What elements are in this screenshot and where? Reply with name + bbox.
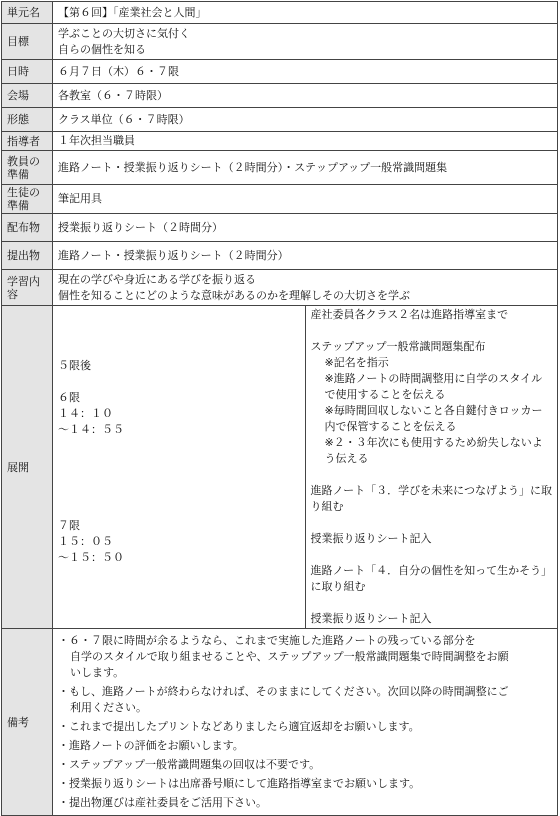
row-value-line: 授業振り返りシート（２時間分） <box>58 220 223 234</box>
tenkai-label: 展開 <box>2 306 53 629</box>
note-item-continued: 利用ください。 <box>70 701 147 714</box>
tenkai-schedule <box>53 306 306 629</box>
row-label: 教員の準備 <box>2 151 53 185</box>
step-3: 進路ノート「３．学びを未来につなげよう」に取り組む <box>310 484 552 513</box>
note-item: ・進路ノートの評価をお願いします。 <box>58 739 244 752</box>
step-2: ステップアップ一般常識問題集配布 <box>310 340 486 353</box>
row-value <box>53 270 558 306</box>
row-label: 学習内容 <box>2 270 53 306</box>
biko-label: 備考 <box>2 629 53 816</box>
row-value <box>53 132 558 151</box>
row-value <box>53 185 558 214</box>
info-row <box>2 242 558 270</box>
biko-notes <box>53 629 558 816</box>
info-row <box>2 84 558 108</box>
row-value-line: 自らの個性を知る <box>58 43 146 56</box>
row-label: 形態 <box>2 108 53 132</box>
biko-row <box>2 629 558 816</box>
schedule-before: ５限後 <box>58 359 91 372</box>
info-row <box>2 60 558 84</box>
row-value <box>53 214 558 242</box>
note-item: ・もし、進路ノートが終わらなければ、そのままにしてください。次回以降の時間調整にご <box>58 685 509 698</box>
row-value <box>53 151 558 185</box>
schedule-p7-start: １５：０５ <box>58 535 113 548</box>
row-value <box>53 242 558 270</box>
info-row <box>2 2 558 24</box>
schedule-p6-start: １４：１０ <box>58 407 113 420</box>
info-row <box>2 214 558 242</box>
row-value-line: 学ぶことの大切さに気付く <box>58 27 190 40</box>
row-value-line: １年次担当職員 <box>58 134 135 147</box>
schedule-p7-end: ～１５：５０ <box>58 551 124 564</box>
info-row <box>2 132 558 151</box>
row-value-line: ６月７日（木）６・７限 <box>58 64 179 78</box>
step-6: 授業振り返りシート記入 <box>310 612 432 625</box>
step-2-note: ※２・３年次にも使用するため紛失しないよう伝える <box>324 436 543 465</box>
row-label: 指導者 <box>2 132 53 151</box>
row-value-line: 進路ノート・授業振り返りシート（２時間分） <box>58 248 289 262</box>
step-2-note: ※進路ノートの時間調整用に自学のスタイルで使用することを伝える <box>324 372 543 401</box>
info-row <box>2 108 558 132</box>
row-value-line: 個性を知ることにどのような意味があるのかを理解しその大切さを学ぶ <box>58 289 410 302</box>
row-value <box>53 24 558 60</box>
note-item-continued: 自学のスタイルで取り組ませることや、ステップアップ一般常識問題集で時間調整をお願 <box>70 650 509 663</box>
row-value-line: 進路ノート・授業振り返りシート（２時間分）・ステップアップ一般常識問題集 <box>58 160 448 174</box>
row-value <box>53 84 558 108</box>
step-1: 産社委員各クラス２名は進路指導室まで <box>310 308 509 321</box>
schedule-p7: ７限 <box>58 519 80 532</box>
row-label: 目標 <box>2 24 53 60</box>
info-row <box>2 185 558 214</box>
row-value-line: クラス単位（６・７時限） <box>58 112 190 126</box>
row-value-line: 筆記用具 <box>58 192 102 205</box>
note-item: ・ステップアップ一般常識問題集の回収は不要です。 <box>58 758 321 771</box>
step-5: 進路ノート「４．自分の個性を知って生かそう」に取り組む <box>310 564 547 593</box>
row-value-line: 【第６回】「産業社会と人間」 <box>58 5 207 19</box>
row-label: 配布物 <box>2 214 53 242</box>
row-value <box>53 108 558 132</box>
step-2-note: ※毎時間回収しないこと各自鍵付きロッカー内で保管することを伝える <box>324 404 543 433</box>
row-value <box>53 60 558 84</box>
note-item: ・６・７限に時間が余るようなら、これまで実施した進路ノートの残っている部分を <box>58 634 476 647</box>
row-value <box>53 2 558 24</box>
row-label: 日時 <box>2 60 53 84</box>
row-label: 生徒の準備 <box>2 185 53 214</box>
row-value-line: 現在の学びや身近にある学びを振り返る <box>58 273 256 286</box>
note-item: ・授業振り返りシートは出席番号順にして進路指導室までお願いします。 <box>58 777 421 790</box>
tenkai-row <box>2 306 558 629</box>
info-row <box>2 270 558 306</box>
row-label: 会場 <box>2 84 53 108</box>
row-value-line: 各教室（６・７時限） <box>58 88 168 102</box>
row-label: 単元名 <box>2 2 53 24</box>
schedule-p6: ６限 <box>58 391 80 404</box>
info-row <box>2 24 558 60</box>
lesson-plan-table <box>1 1 558 816</box>
note-item-continued: いします。 <box>70 666 125 679</box>
step-4: 授業振り返りシート記入 <box>310 532 432 545</box>
note-item: ・これまで提出したプリントなどありましたら適宜返却をお願いします。 <box>58 720 420 733</box>
info-row <box>2 151 558 185</box>
note-item: ・提出物運びは産社委員をご活用下さい。 <box>58 796 267 809</box>
tenkai-steps <box>305 306 558 629</box>
row-label: 提出物 <box>2 242 53 270</box>
schedule-p6-end: ～１４：５５ <box>58 423 124 436</box>
step-2-note: ※記名を指示 <box>324 356 389 369</box>
